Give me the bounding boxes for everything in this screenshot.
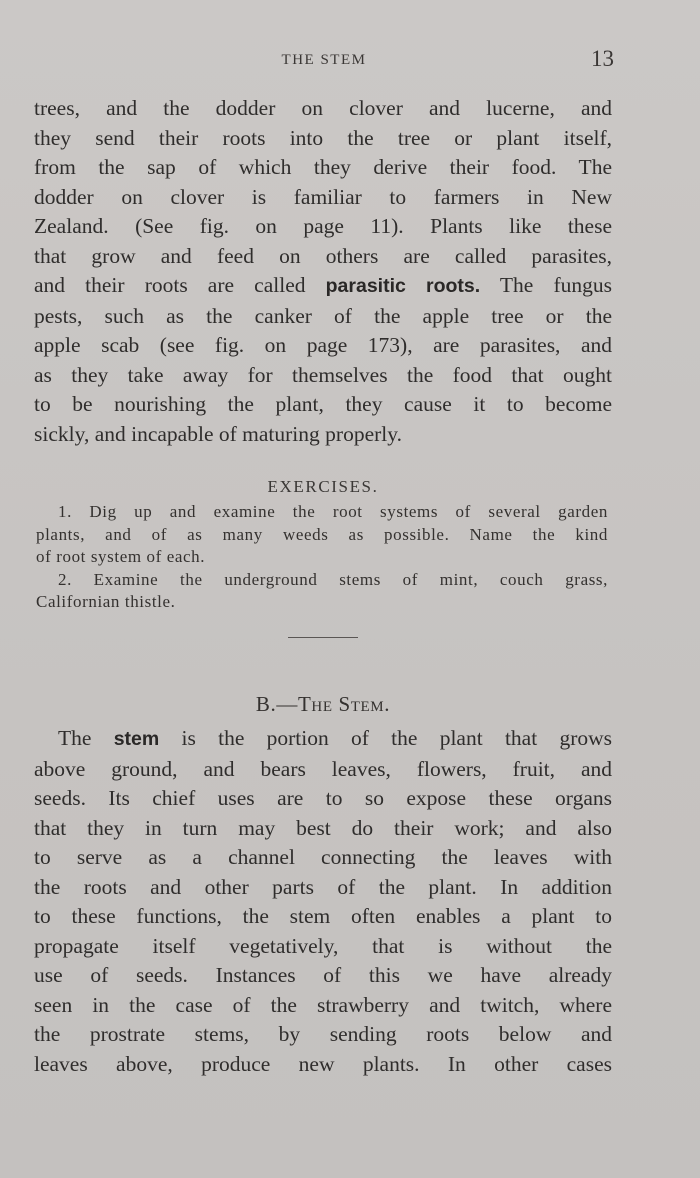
text-line: [34, 724, 612, 755]
paragraph-stem: [34, 724, 612, 1079]
text-line: to these functions, the stem often enables a plant to: [34, 904, 612, 928]
text-line: that they in turn may best do their work; and also: [34, 815, 612, 840]
exercise-line: 2. Examine the underground stems of mint, couch grass,: [58, 569, 608, 589]
paragraph-parasites: [34, 94, 612, 449]
exercise-line: of root system of each.: [36, 547, 206, 566]
text-line: trees, and the dodder on clover and lucerne, and: [34, 96, 612, 120]
text-line: Zealand. (See fig. on page 11). Plants like these: [34, 214, 612, 238]
text-run: The fungus: [480, 273, 612, 297]
section-label: B.—: [255, 692, 298, 716]
text-line: seen in the case of the strawberry and twitch, where: [34, 992, 612, 1017]
text-line: that grow and feed on others are called parasites,: [34, 243, 612, 268]
running-head: [34, 46, 614, 74]
section-divider: [288, 637, 358, 638]
text-line: pests, such as the canker of the apple tree or the: [34, 303, 612, 328]
section-title-word: The: [297, 692, 333, 716]
text-line: seeds. Its chief uses are to so expose these organs: [34, 786, 612, 810]
section-heading: [34, 692, 612, 717]
exercise-line: Californian thistle.: [36, 592, 176, 611]
page-number: 13: [591, 46, 614, 71]
term-stem: stem: [113, 728, 160, 750]
text-line: the prostrate stems, by sending roots below and: [34, 1022, 612, 1046]
running-title: THE STEM: [281, 52, 367, 68]
text-line: above ground, and bears leaves, flowers, fruit, and: [34, 756, 612, 781]
text-line: to be nourishing the plant, they cause it to become: [34, 392, 612, 416]
text-line: dodder on clover is familiar to farmers in New: [34, 184, 612, 209]
text-run: is the portion of the plant that grows: [159, 726, 613, 750]
text-run: The: [58, 726, 114, 750]
text-line: sickly, and incapable of maturing properly.: [34, 421, 402, 446]
text-line: propagate itself vegetatively, that is without the: [34, 933, 612, 958]
exercises-heading: EXERCISES.: [267, 477, 379, 496]
exercise-line: plants, and of as many weeds as possible. Name the kind: [36, 524, 608, 544]
exercise-line: 1. Dig up and examine the root systems of several garden: [58, 502, 608, 521]
text-run: and their roots are called: [34, 273, 326, 297]
text-line: use of seeds. Instances of this we have already: [34, 963, 612, 987]
text-line: the roots and other parts of the plant. In addition: [34, 874, 612, 899]
text-line: from the sap of which they derive their food. The: [34, 155, 612, 179]
text-line: to serve as a channel connecting the leaves with: [34, 845, 612, 869]
text-line: they send their roots into the tree or plant itself,: [34, 125, 612, 150]
exercises-list: [36, 501, 608, 614]
text-line: [34, 271, 612, 302]
term-parasitic-roots: parasitic roots.: [325, 275, 481, 297]
text-line: apple scab (see fig. on page 173), are parasites, and: [34, 333, 612, 357]
section-title-word: Stem.: [338, 692, 391, 716]
text-line: leaves above, produce new plants. In other cases: [34, 1051, 612, 1076]
text-line: as they take away for themselves the food that ought: [34, 362, 612, 387]
